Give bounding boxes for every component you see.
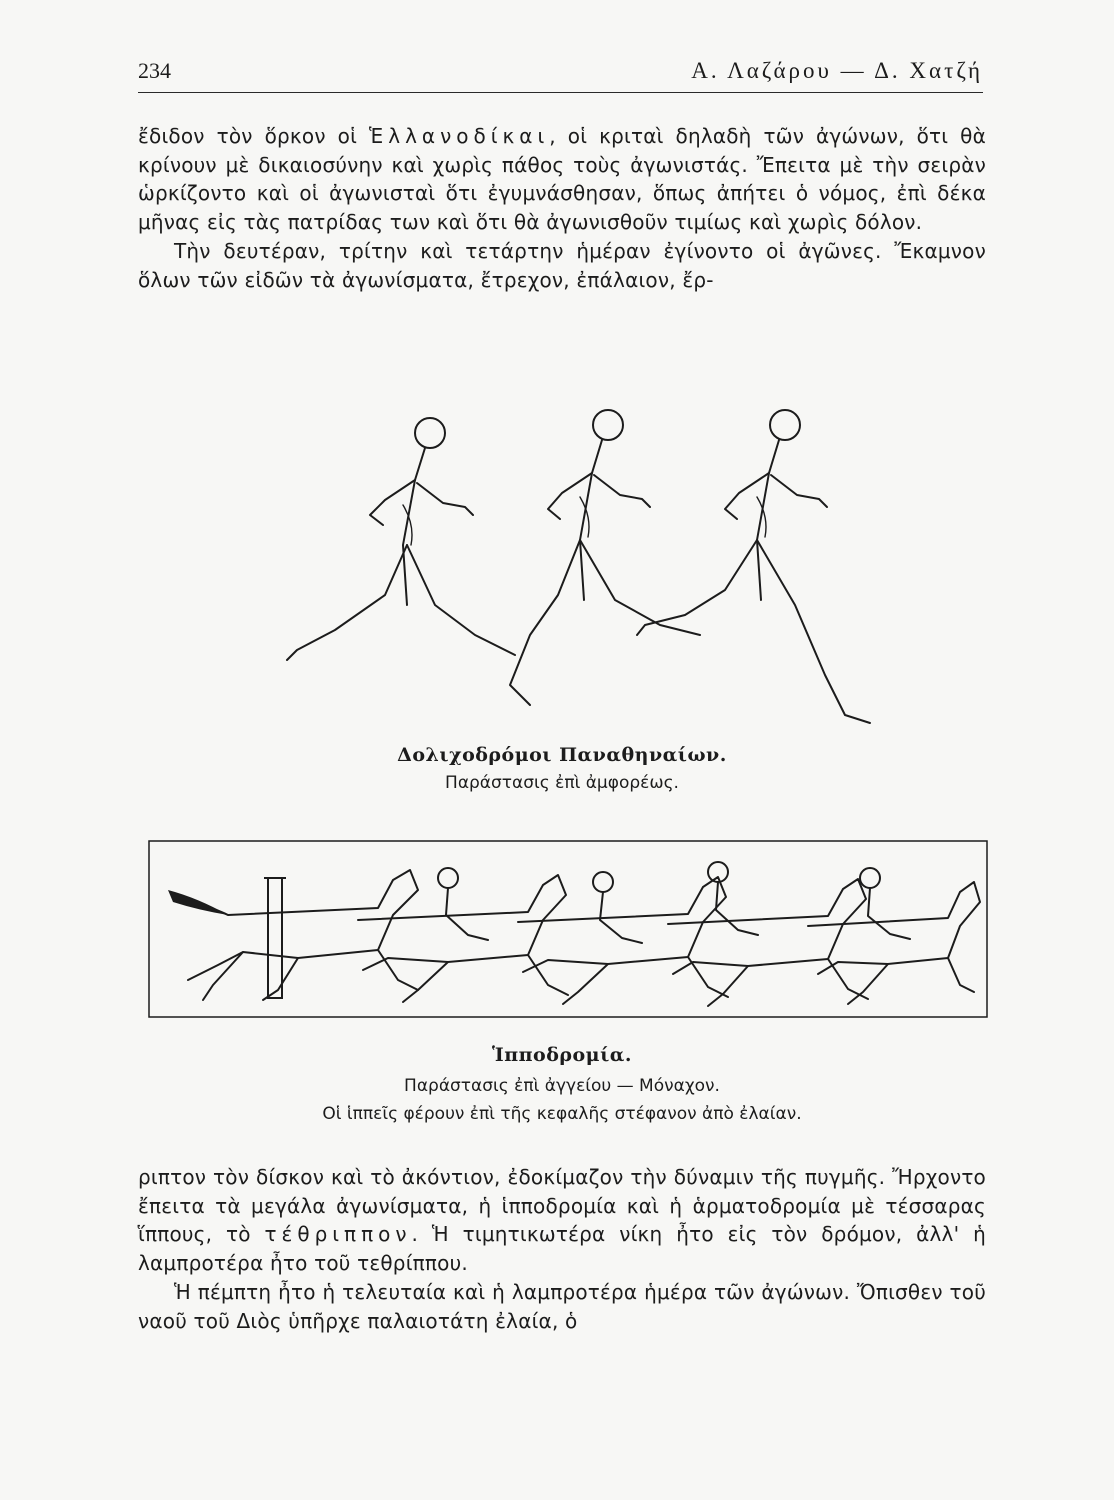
paragraph-fifth-day: Ἡ πέμπτη ἦτο ἡ τελευταία καὶ ἡ λαμπροτέρα ἡμέρα τῶν ἀγώνων. Ὄπισθεν τοῦ ναοῦ τοῦ Διὸς ὑπῆρχε παλαιοτάτη ἐλαία, ὁ — [138, 1279, 986, 1333]
runners-drawing — [275, 395, 875, 730]
figure1-title: Δολιχοδρόμοι Παναθηναίων. — [397, 744, 727, 766]
page-header — [138, 52, 983, 93]
horse-figure — [168, 870, 418, 1000]
hellanodikai-term: Ἑλλανοδίκαι — [369, 124, 550, 148]
page-number: 234 — [138, 58, 171, 83]
paragraph-contests: Τὴν δευτέραν, τρίτην καὶ τετάρτην ἡμέραν ἐγίνοντο οἱ ἀγῶνες. Ἔκαμνον ὅλων τῶν εἰδῶν τὰ ἀγωνίσματα, ἔτρεχον, ἐπάλαιον, ἔρ- — [138, 238, 986, 292]
paragraph-oath-end: , οἱ κριταὶ δηλαδὴ τῶν ἀγώνων, ὅτι θὰ κρίνουν μὲ δικαιοσύνην καὶ χωρὶς πάθος τοὺς ἀγωνιστάς. Ἔπειτα μὲ τὴν σειρὰν ὡρκίζοντο καὶ οἱ ἀγωνισταὶ ὅτι ἐγυμνάσθησαν, ὅπως ἀπήτει ὁ νόμος, ἐπὶ δέκα μῆνας εἰς τὰς πατρίδας των καὶ ὅτι θὰ ἀγωνισθοῦν τιμίως καὶ χωρὶς δόλον. — [138, 124, 986, 235]
frieze-border — [149, 841, 987, 1017]
figure2-title: Ἱπποδρομία. — [491, 1044, 633, 1066]
paragraph-events-start: ριπτον τὸν δίσκον καὶ τὸ ἀκόντιον, ἐδοκίμαζον τὴν δύναμιν τῆς πυγμῆς. Ἤρχοντο ἔπειτα τὰ μεγάλα ἀγωνίσματα, ἡ ἱπποδρομία καὶ ἡ ἁρματοδρομία μὲ τέσσαρας ἵππους, τὸ — [138, 1165, 986, 1247]
runner-figure — [287, 418, 515, 660]
runner-figure — [510, 410, 700, 705]
runners-illustration — [275, 395, 875, 730]
paragraph-oath — [138, 122, 986, 237]
text-block-bottom — [138, 1163, 986, 1335]
horse-with-rider — [518, 872, 728, 1004]
paragraph-events — [138, 1163, 986, 1278]
horse-with-rider — [808, 868, 980, 1004]
figure2-caption-line2: Οἱ ἱππεῖς φέρουν ἐπὶ τῆς κεφαλῆς στέφανον ἀπὸ ἐλαίαν. — [322, 1104, 802, 1124]
paragraph-events-end: . Ἡ τιμητικωτέρα νίκη ἦτο εἰς τὸν δρόμον, ἀλλ' ἡ λαμπροτέρα ἦτο τοῦ τεθρίππου. — [138, 1222, 986, 1276]
figure2-caption-line1: Παράστασις ἐπὶ ἀγγείου — Μόναχον. — [404, 1076, 720, 1096]
runner-figure — [637, 410, 870, 723]
horse-race-illustration — [148, 840, 988, 1020]
text-block-top — [138, 122, 986, 294]
figure1-subtitle: Παράστασις ἐπὶ ἀμφορέως. — [445, 773, 679, 793]
tethrippon-term: τέθριππον — [264, 1222, 412, 1247]
running-head: Α. Λαζάρου — Δ. Χατζή — [691, 58, 983, 83]
turning-post — [264, 878, 286, 998]
horse-race-drawing — [148, 840, 988, 1020]
paragraph-oath-start: ἔδιδον τὸν ὅρκον οἱ — [138, 124, 370, 148]
